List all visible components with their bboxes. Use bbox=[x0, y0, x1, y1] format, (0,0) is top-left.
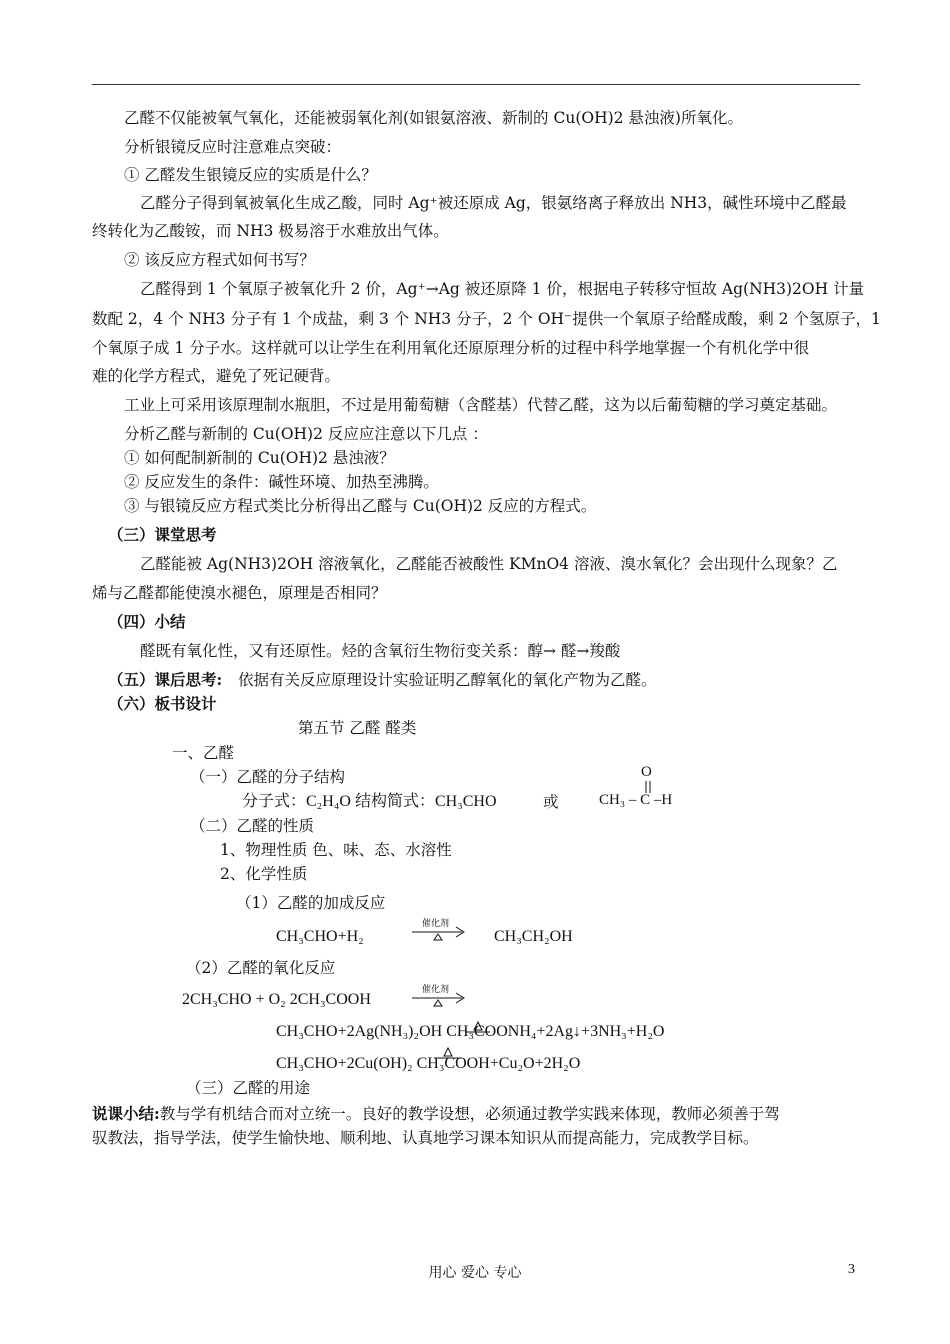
summary-text: 教与学有机结合而对立统一。良好的教学设想，必须通过教学实践来体现，教师必须善于驾 bbox=[159, 1105, 780, 1123]
paragraph-line: 分析乙醛与新制的 Cu(OH)2 反应应注意以下几点 ： bbox=[124, 425, 488, 443]
board-line: 一、乙醛 bbox=[172, 744, 235, 762]
board-line: 分子式：C₂H₄O 结构简式：CH₃CHO bbox=[242, 793, 497, 810]
catalyst-label: 催化剂 bbox=[422, 985, 450, 995]
paragraph-line: 醛既有氧化性，又有还原性。烃的含氧衍生物衍变关系：醇→ 醛→羧酸 bbox=[140, 642, 621, 660]
structural-formula: CH₃ – C –H bbox=[599, 792, 673, 808]
header-rule bbox=[92, 84, 860, 85]
summary-paragraph bbox=[92, 1104, 780, 1124]
paragraph-line: ② 该反应方程式如何书写？ bbox=[124, 251, 315, 269]
board-line: 2、化学性质 bbox=[220, 865, 308, 883]
paragraph-line: 个氧原子成 1 分子水。这样就可以让学生在利用氧化还原原理分析的过程中科学地掌握一个有机化学中很 bbox=[92, 339, 810, 357]
board-title: 第五节 乙醛 醛类 bbox=[298, 719, 417, 737]
reaction-arrow-icon bbox=[412, 984, 468, 1010]
heat-arrow-icon bbox=[434, 1046, 464, 1070]
reaction-arrow-icon bbox=[412, 918, 468, 944]
paragraph-line: 乙醛不仅能被氧气氧化，还能被弱氧化剂(如银氨溶液、新制的 Cu(OH)2 悬浊液)所氧化。 bbox=[124, 109, 743, 127]
reaction-equation: 2CH₃CHO + O₂ 2CH₃COOH bbox=[182, 991, 371, 1008]
paragraph-line: 工业上可采用该原理制水瓶胆，不过是用葡萄糖（含醛基）代替乙醛，这为以后葡萄糖的学习奠定基础。 bbox=[124, 396, 838, 414]
list-item: ③ 与银镜反应方程式类比分析得出乙醛与 Cu(OH)2 反应的方程式。 bbox=[124, 497, 597, 515]
heat-arrow-icon bbox=[466, 1018, 490, 1042]
paragraph-line: 乙醛分子得到氧被氧化生成乙酸，同时 Ag⁺被还原成 Ag，银氨络离子释放出 NH3，碱性环境中乙醛最 bbox=[140, 194, 847, 212]
reaction-equation: CH₃CHO+2Ag(NH₃)₂OH CH₃COONH₄+2Ag↓+3NH₃+H₂O bbox=[276, 1023, 665, 1040]
reaction-left: CH₃CHO+H₂ bbox=[276, 928, 364, 945]
paragraph-line: ① 乙醛发生银镜反应的实质是什么？ bbox=[124, 166, 377, 184]
structural-oxygen: O bbox=[641, 764, 652, 780]
paragraph-line: 依据有关反应原理设计实验证明乙醇氧化的氧化产物为乙醛。 bbox=[238, 671, 657, 689]
board-line: （三）乙醛的用途 bbox=[186, 1079, 311, 1097]
board-line: （2）乙醛的氧化反应 bbox=[186, 959, 336, 977]
page-footer: 用心 爱心 专心 bbox=[428, 1265, 522, 1281]
board-line: （二）乙醛的性质 bbox=[190, 817, 315, 835]
list-item: ② 反应发生的条件：碱性环境、加热至沸腾。 bbox=[124, 473, 439, 491]
paragraph-line: 终转化为乙酸铵，而 NH3 极易溶于水难放出气体。 bbox=[92, 222, 449, 240]
paragraph-line: 分析银镜反应时注意难点突破： bbox=[124, 138, 342, 156]
paragraph-line: 烯与乙醛都能使溴水褪色，原理是否相同？ bbox=[92, 584, 387, 602]
board-line: 或 bbox=[543, 793, 559, 811]
section-heading: （四）小结 bbox=[108, 612, 186, 631]
board-line: 1、物理性质 色、味、态、水溶性 bbox=[220, 841, 452, 859]
section-heading: （三）课堂思考 bbox=[108, 525, 217, 544]
paragraph-line: 乙醛得到 1 个氧原子被氧化升 2 价，Ag⁺→Ag 被还原降 1 价，根据电子转移守恒故 Ag(NH3)2OH 计量 bbox=[140, 280, 865, 298]
section-heading: （六）板书设计 bbox=[108, 694, 217, 713]
board-line: （一）乙醛的分子结构 bbox=[190, 768, 346, 786]
page-number: 3 bbox=[848, 1262, 855, 1277]
section-heading: （五）课后思考: bbox=[108, 670, 223, 689]
reaction-right: CH₃CH₂OH bbox=[494, 928, 573, 945]
board-line: （1）乙醛的加成反应 bbox=[236, 894, 386, 912]
summary-paragraph: 驭教法，指导学法，使学生愉快地、顺利地、认真地学习课本知识从而提高能力，完成教学目标。 bbox=[92, 1129, 759, 1147]
reaction-equation: CH₃CHO+2Cu(OH)₂ CH₃COOH+Cu₂O+2H₂O bbox=[276, 1055, 581, 1072]
paragraph-line: 乙醛能被 Ag(NH3)2OH 溶液氧化，乙醛能否被酸性 KMnO4 溶液、溴水氧化？会出现什么现象？乙 bbox=[140, 555, 838, 573]
paragraph-line: 难的化学方程式，避免了死记硬背。 bbox=[92, 367, 341, 385]
catalyst-label: 催化剂 bbox=[422, 919, 450, 929]
list-item: ① 如何配制新制的 Cu(OH)2 悬浊液？ bbox=[124, 449, 395, 467]
summary-label: 说课小结: bbox=[92, 1104, 160, 1123]
paragraph-line: 数配 2，4 个 NH3 分子有 1 个成盐，剩 3 个 NH3 分子，2 个 OH⁻提供一个氧原子给醛成酸，剩 2 个氢原子，1 bbox=[92, 310, 881, 328]
